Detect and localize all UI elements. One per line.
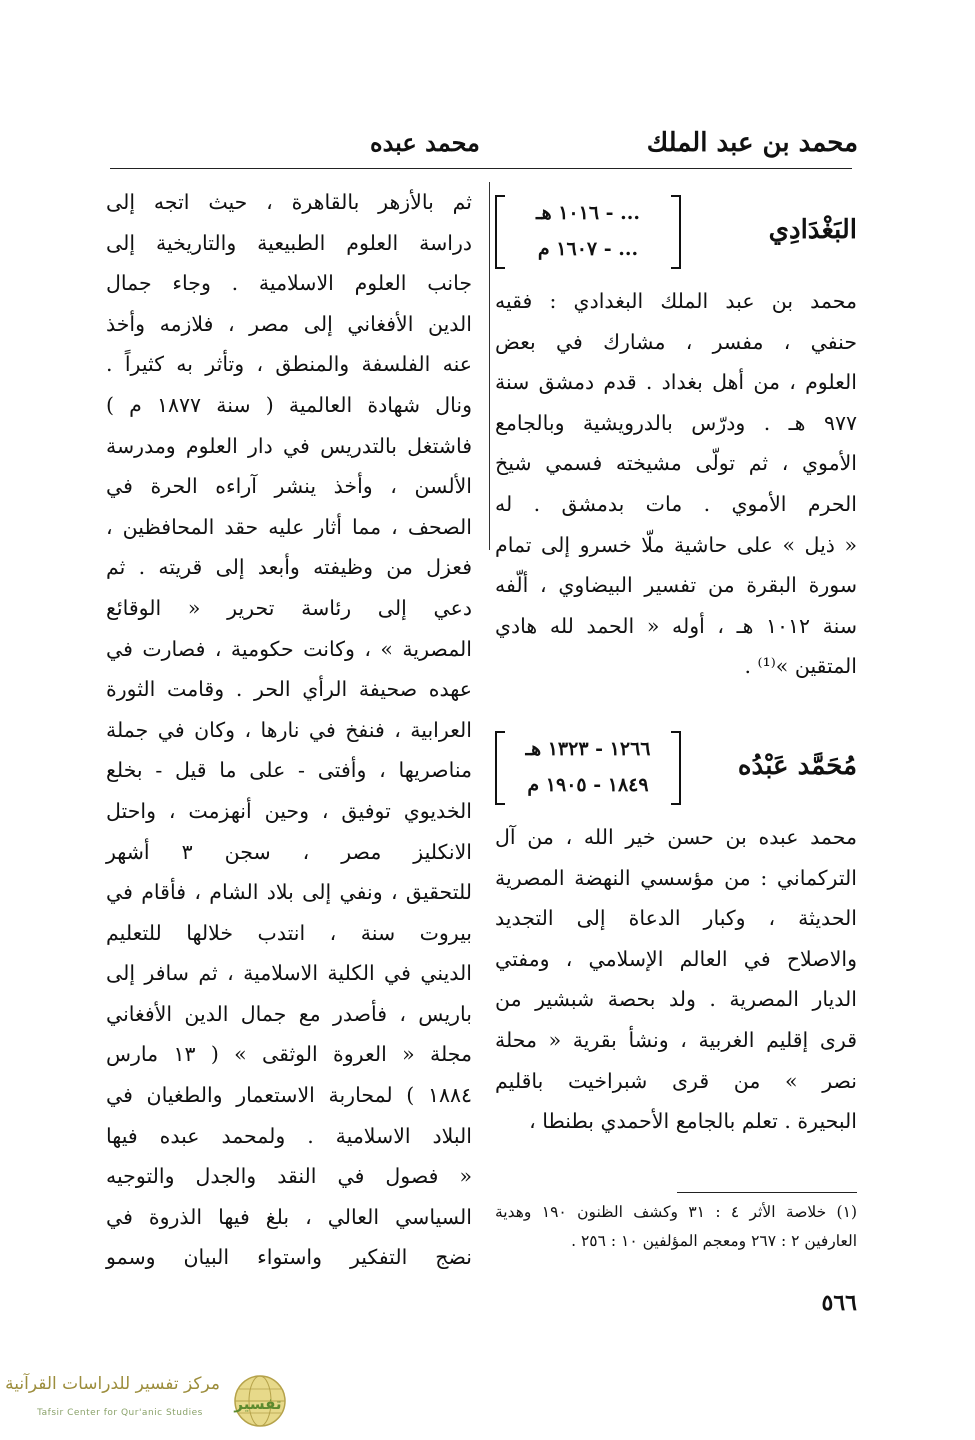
dates-hijri: ... - ١٠١٦ هـ xyxy=(536,202,640,224)
text-line: ونال شهادة العالمية ( سنة ١٨٧٧ م ) xyxy=(106,392,472,417)
text-line: التركماني : من مؤسسي النهضة المصرية xyxy=(495,865,857,890)
dates-gregorian: ... - ١٦٠٧ م xyxy=(537,238,639,260)
footnote-line: العارفين ٢ : ٢٦٧ ومعجم المؤلفين ١٠ : ٢٥٦ . xyxy=(571,1232,857,1250)
text-line: الحديثة ، وكبار الدعاة إلى التجديد xyxy=(495,906,857,931)
right-column xyxy=(495,185,857,1142)
text-line: سنة ١٠١٢ هـ ، أوله « الحمد لله هادي xyxy=(495,613,857,638)
text-line: نضج التفكير واستواء البيان وسمو xyxy=(106,1245,472,1270)
text-line: البلاد الاسلامية . ولمحمد عبده فيها xyxy=(106,1123,472,1148)
text-line: العرابية ، فنفخ في نارها ، وكان في جملة xyxy=(106,717,472,742)
text-line: محمد بن عبد الملك البغدادي : فقيه xyxy=(495,289,857,313)
text-line: دراسة العلوم الطبيعية والتاريخية إلى xyxy=(106,230,472,255)
text-line: ٩٧٧ هـ . ودرّس بالدرويشية وبالجامع xyxy=(495,410,857,435)
dates-hijri: ١٢٦٦ - ١٣٢٣ هـ xyxy=(525,737,651,760)
text-line: الانكليز مصر ، سجن ٣ أشهر xyxy=(106,839,472,864)
entry-name: البَغْدَادِي xyxy=(768,215,857,245)
text-line: السياسي العالي ، بلغ فيها الذروة في xyxy=(106,1204,472,1229)
text-line: ١٨٨٤ ) لمحاربة الاستعمار والطغيان في xyxy=(106,1083,472,1108)
entry-body-baghdadi xyxy=(495,281,857,687)
header-rule xyxy=(110,168,852,169)
text-line: البحيرة . تعلم بالجامع الأحمدي بطنطا ، xyxy=(529,1109,857,1134)
logo-title: مركز تفسير للدراسات القرآنية xyxy=(5,1374,220,1394)
text-line: الدين الأفغاني إلى مصر ، فلازمه وأخذ xyxy=(106,311,472,336)
text-line: نصر » من قرى شبراخيت باقليم xyxy=(495,1068,857,1093)
running-head-left: محمد عبده xyxy=(370,128,480,157)
text-line: ثم بالأزهر بالقاهرة ، حيث اتجه إلى xyxy=(106,190,472,214)
publisher-logo xyxy=(5,1372,290,1430)
emblem-word: تفسير xyxy=(234,1395,282,1413)
text-line: الأموي ، ثم تولّى مشيخته فسمي شيخ xyxy=(495,451,857,476)
text-line: المتقين »⁽¹⁾ . xyxy=(744,654,857,679)
left-column-body xyxy=(106,182,472,1278)
page-number: ٥٦٦ xyxy=(821,1290,857,1316)
running-head xyxy=(110,128,858,166)
text-line: « فصول في النقد والجدل والتوجيه xyxy=(106,1164,472,1189)
text-line: العلوم ، من أهل بغداد . قدم دمشق سنة xyxy=(495,370,857,395)
bracket-left xyxy=(495,195,505,269)
text-line: بيروت سنة ، انتدب خلالها للتعليم xyxy=(106,920,472,945)
text-line: مجلة « العروة الوثقى » ( ١٣ مارس xyxy=(106,1042,472,1067)
left-column xyxy=(106,182,472,1278)
text-line: فاشتغل بالتدريس في دار العلوم ومدرسة xyxy=(106,433,472,458)
text-line: للتحقيق ، ونفي إلى بلاد الشام ، فأقام في xyxy=(106,880,472,905)
text-line: دعي إلى رئاسة تحرير « الوقائع xyxy=(106,595,472,620)
date-box xyxy=(495,731,681,803)
column-divider xyxy=(489,182,490,550)
text-line: الحرم الأموي . مات بدمشق . له xyxy=(495,491,857,516)
date-box xyxy=(495,195,681,267)
text-line: المصرية » ، وكانت حكومية ، فصارت في xyxy=(106,636,472,661)
globe-emblem-icon xyxy=(226,1372,290,1430)
text-line: حنفي ، مفسر ، مشارك في بعض xyxy=(495,329,857,354)
text-line: محمد عبده بن حسن خير الله ، من آل xyxy=(495,824,857,849)
bracket-left xyxy=(495,731,505,805)
footnote-rule xyxy=(677,1192,857,1193)
entry-body-abduh xyxy=(495,817,857,1142)
text-line: الديار المصرية . ولد بحصة شبشير من xyxy=(495,987,857,1012)
logo-subtitle: Tafsir Center for Qur'anic Studies xyxy=(37,1408,203,1418)
text-line: والاصلاح في العالم الإسلامي ، ومفتي xyxy=(495,946,857,971)
entry-heading-baghdadi xyxy=(495,185,857,281)
text-line: سورة البقرة من تفسير البيضاوي ، ألّفه xyxy=(495,573,857,598)
dates-gregorian: ١٨٤٩ - ١٩٠٥ م xyxy=(527,773,649,796)
text-line: مناصريها ، وأفتى - على ما قيل - بخلع xyxy=(106,758,472,783)
text-line: جانب العلوم الاسلامية . وجاء جمال xyxy=(106,271,472,296)
text-line: الخديوي توفيق ، وحين أنهزمت ، واحتل xyxy=(106,798,472,823)
text-line: عهده صحيفة الرأي الحر . وقامت الثورة xyxy=(106,677,472,702)
text-line: الصحف ، مما أثار عليه حقد المحافظين ، xyxy=(106,514,472,539)
text-line: باريس ، فأصدر مع جمال الدين الأفغاني xyxy=(106,1001,472,1026)
running-head-right: محمد بن عبد الملك xyxy=(646,128,858,158)
entry-heading-abduh xyxy=(495,721,857,817)
text-line: الألسن ، وأخذ ينشر آراءه الحرة في xyxy=(106,474,472,499)
text-line: الديني في الكلية الاسلامية ، ثم سافر إلى xyxy=(106,961,472,986)
text-line: « ذيل » على حاشية ملّا خسرو إلى تمام xyxy=(495,532,857,557)
bracket-right xyxy=(671,195,681,269)
text-line: عنه الفلسفة والمنطق ، وتأثر به كثيراً . xyxy=(106,352,472,377)
text-line: قرى إقليم الغربية ، ونشأ بقرية « محلة xyxy=(495,1027,857,1052)
bracket-right xyxy=(671,731,681,805)
footnote-line: (١) خلاصة الأثر ٤ : ٣١ وكشف الظنون ١٩٠ وهدية xyxy=(495,1203,857,1221)
entry-name: مُحَمَّد عَبْدُه xyxy=(737,750,857,781)
text-line: فعزل من وظيفته وأبعد إلى قريته . ثم xyxy=(106,555,472,580)
footnotes xyxy=(495,1198,857,1256)
